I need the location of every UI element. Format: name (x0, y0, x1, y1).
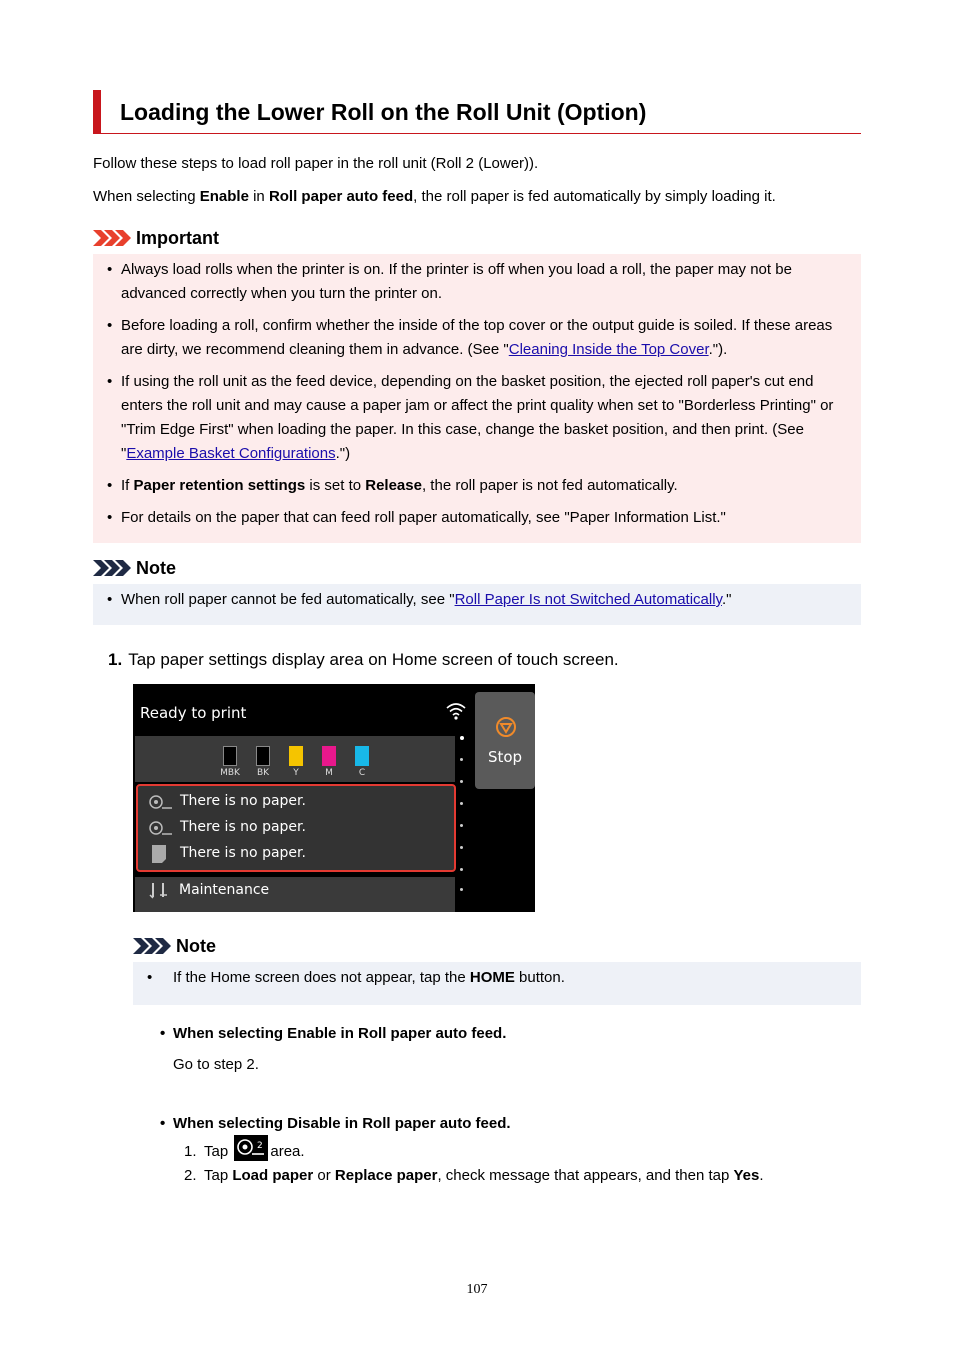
maintenance-label: Maintenance (179, 882, 270, 898)
list-item: • Always load rolls when the printer is on. If the printer is off when you load a roll, the paper may not be advanced correctly when you turn the printer on. (93, 258, 853, 306)
ink-m (322, 746, 336, 766)
note-arrows-icon (93, 560, 131, 576)
important-box (93, 254, 861, 543)
note-heading: Note (93, 557, 176, 579)
enable-case-heading: • When selecting Enable in Roll paper auto feed. (160, 1024, 954, 1044)
note-arrows-icon (133, 938, 171, 954)
page-number: 107 (466, 1282, 488, 1297)
ink-label: M (325, 768, 333, 778)
ink-levels-area[interactable] (135, 736, 455, 782)
disable-case-heading: • When selecting Disable in Roll paper auto feed. (160, 1114, 954, 1134)
ink-y (289, 746, 303, 766)
list-item: • If the Home screen does not appear, tap the HOME button. (133, 966, 861, 990)
link-roll-paper-not-switched[interactable]: Roll Paper Is not Switched Automatically (454, 591, 722, 608)
ink-label: MBK (220, 768, 240, 778)
important-arrows-icon (93, 230, 131, 246)
cut-sheet-status: There is no paper. (180, 845, 306, 861)
list-item: • For details on the paper that can feed roll paper automatically, see "Paper Information List." (93, 506, 853, 530)
ink-mbk (223, 746, 237, 766)
cut-sheet-icon (151, 844, 167, 864)
stop-button[interactable]: Stop (475, 692, 535, 789)
maintenance-menu[interactable] (135, 877, 455, 912)
maintenance-icon (148, 881, 170, 899)
ink-label: Y (293, 768, 299, 778)
stop-icon (495, 716, 517, 738)
list-item: • If using the roll unit as the feed device, depending on the basket position, the ejected roll paper's cut end enters the roll unit and may cause a paper jam or affect the print quality when set to "Borderless Printing" or "Trim Edge First" when loading the paper. In this case, change the basket position, and then print. (See "Example Basket Configurations.") (93, 370, 853, 466)
page-indicator (460, 684, 464, 912)
screen-status-text: Ready to print (140, 704, 247, 722)
roll-2-icon (148, 821, 174, 835)
enable-case-text: Go to step 2. (173, 1056, 259, 1073)
intro-paragraph-1: Follow these steps to load roll paper in the roll unit (Roll 2 (Lower)). (93, 155, 539, 172)
ink-bk (256, 746, 270, 766)
important-heading: Important (93, 227, 219, 249)
page-title: Loading the Lower Roll on the Roll Unit (Option) (93, 90, 861, 134)
link-example-basket-configurations[interactable]: Example Basket Configurations (126, 445, 336, 462)
roll-2-status: There is no paper. (180, 819, 306, 835)
disable-step-1: 1. Tap 2 area. (184, 1135, 305, 1162)
intro-paragraph-2: When selecting Enable in Roll paper auto feed, the roll paper is fed automatically by simply loading it. (93, 188, 776, 205)
touch-screen-image (133, 684, 535, 912)
note-box (93, 584, 861, 625)
list-item: • If Paper retention settings is set to Release, the roll paper is not fed automatically. (93, 474, 853, 498)
roll-1-icon (148, 795, 174, 809)
svg-text:2: 2 (257, 1141, 264, 1151)
ink-label: BK (256, 768, 270, 778)
roll-2-tap-icon (234, 1135, 268, 1161)
list-item: • When roll paper cannot be fed automatically, see "Roll Paper Is not Switched Automatically." (93, 588, 861, 612)
disable-step-2: 2. Tap Load paper or Replace paper, check message that appears, and then tap Yes. (184, 1167, 764, 1184)
list-item: • Before loading a roll, confirm whether the inside of the top cover or the output guide is soiled. If these areas are dirty, we recommend cleaning them in advance. (See "Cleaning Inside the Top Cover."). (93, 314, 853, 362)
step-1: 1. Tap paper settings display area on Home screen of touch screen. (108, 650, 619, 669)
link-cleaning-inside-top-cover[interactable]: Cleaning Inside the Top Cover (508, 341, 709, 358)
roll-1-status: There is no paper. (180, 793, 306, 809)
ink-label: C (358, 768, 366, 778)
note-heading-2: Note (133, 935, 216, 957)
paper-settings-area[interactable] (136, 784, 456, 872)
note-box-2 (133, 962, 861, 1005)
ink-c (355, 746, 369, 766)
